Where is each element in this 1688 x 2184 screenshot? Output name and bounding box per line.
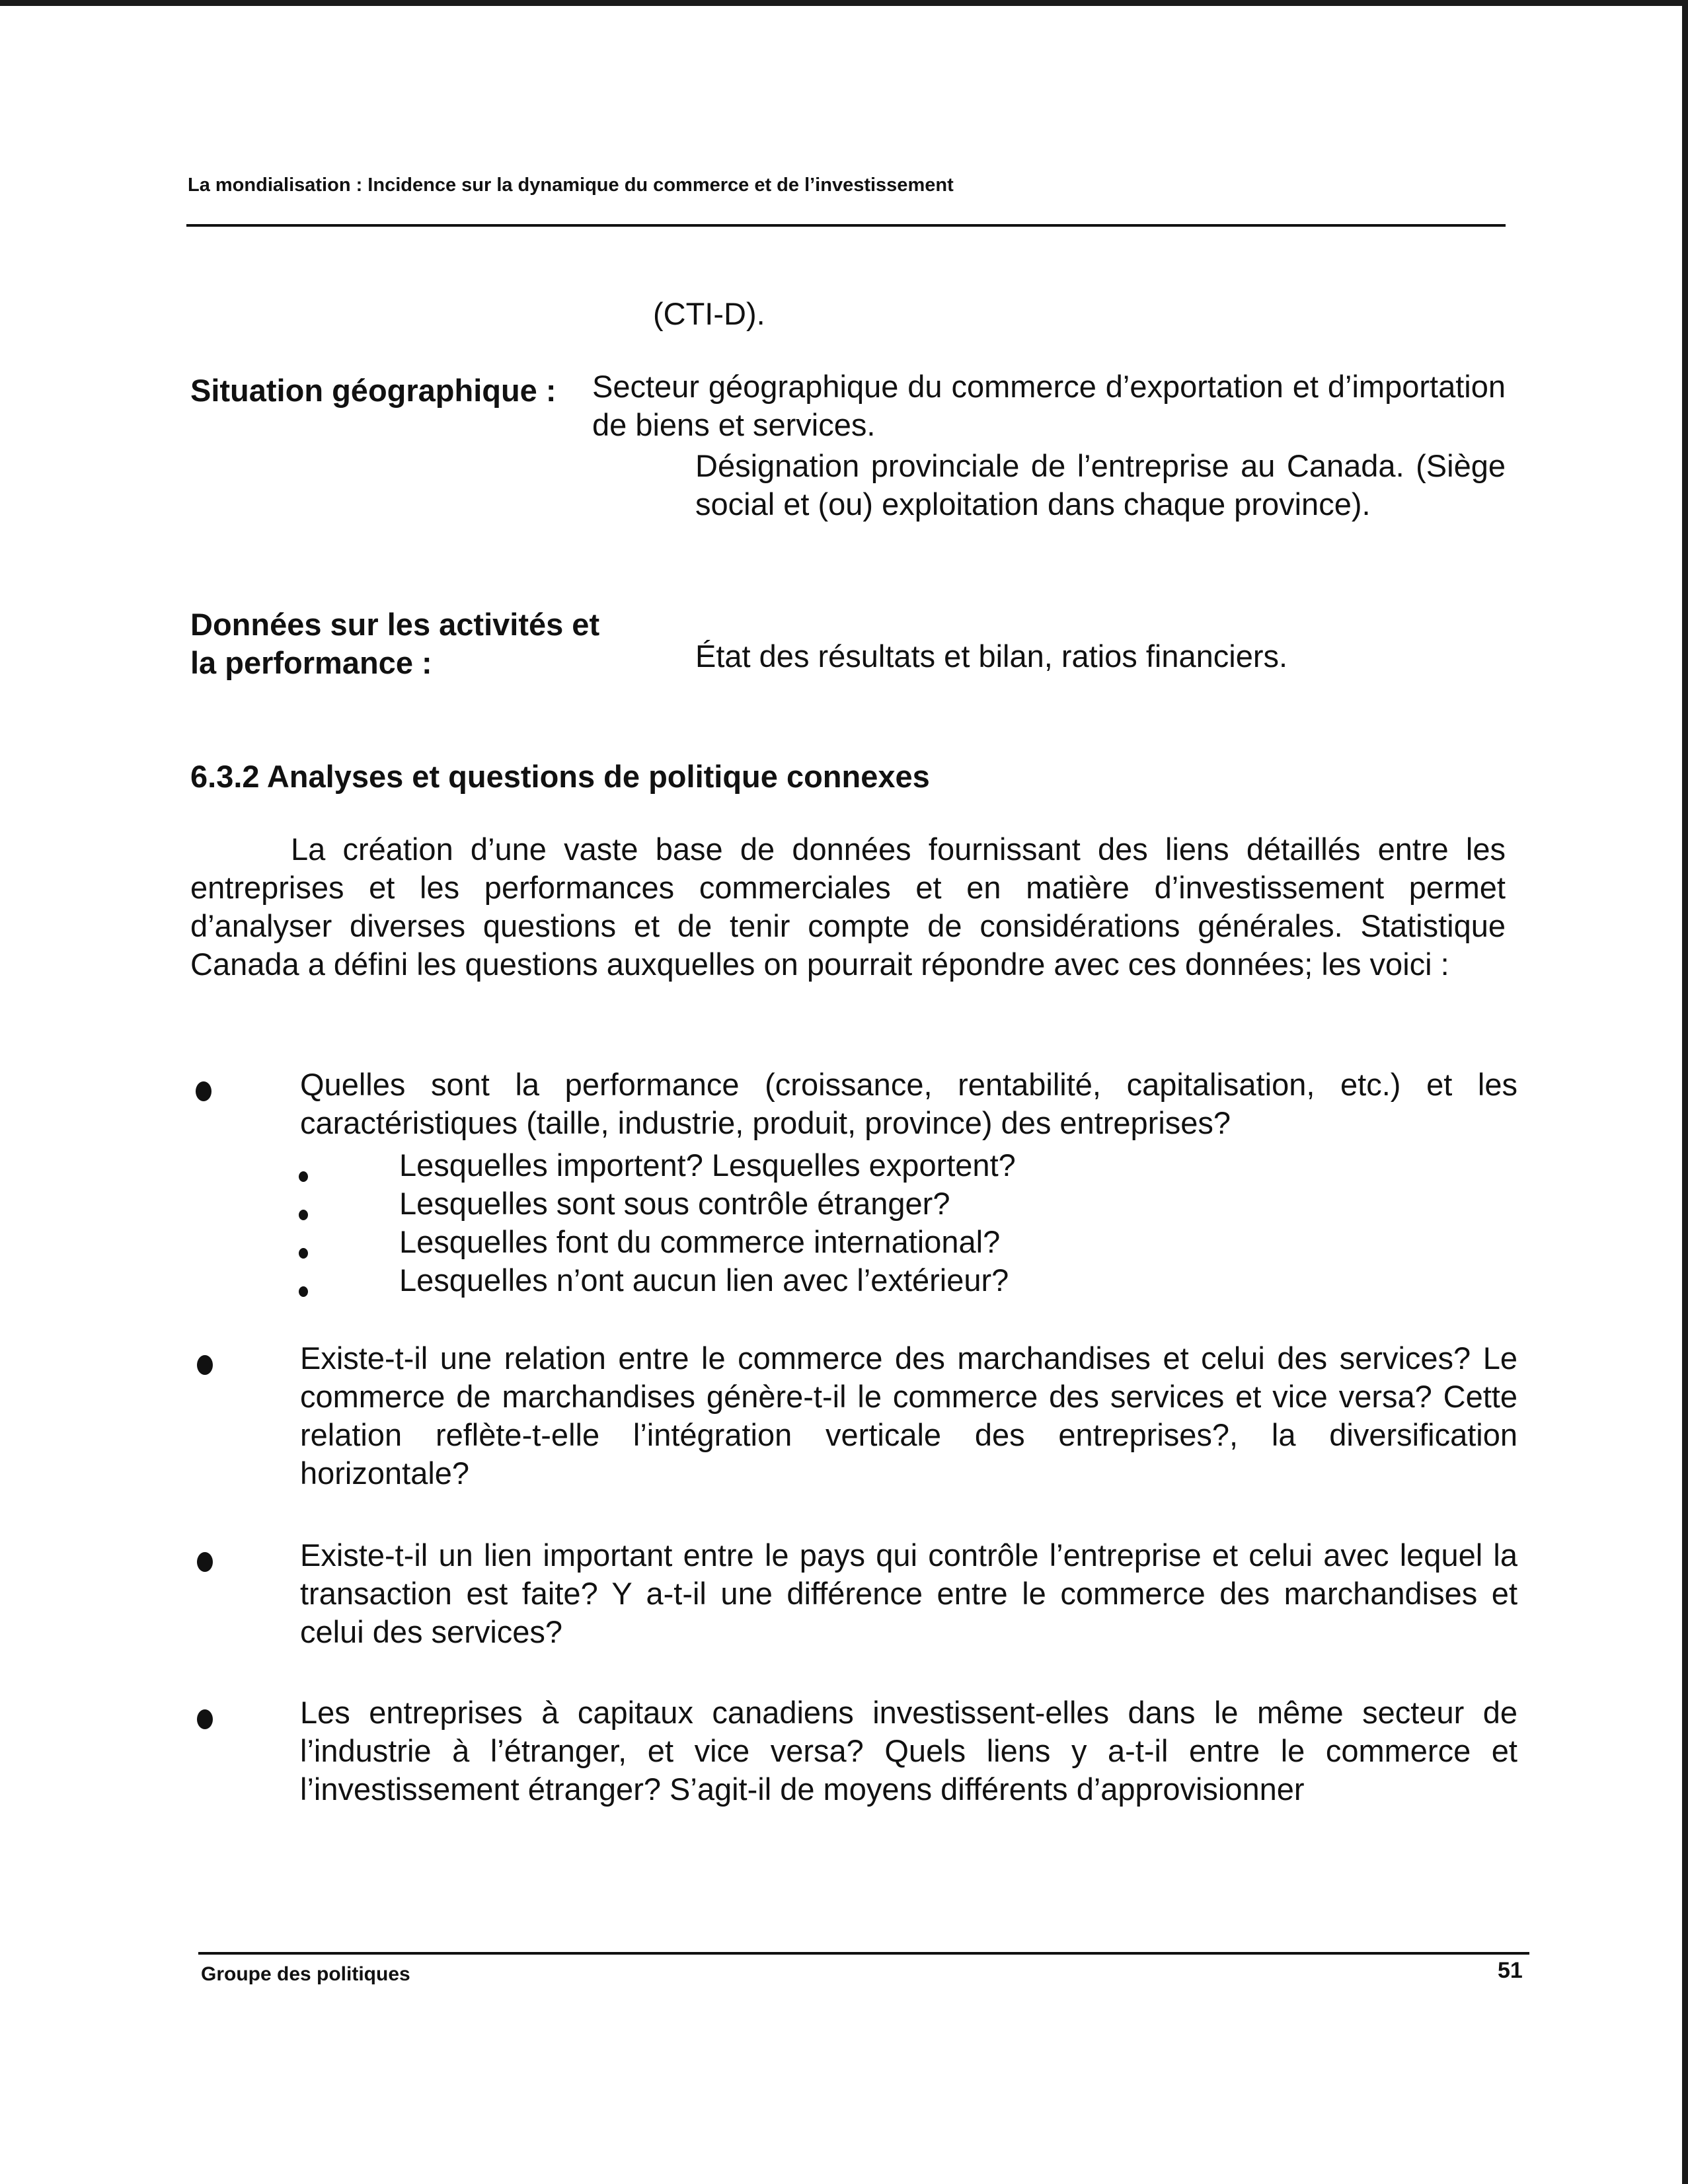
geo-label: Situation géographique : <box>190 373 556 408</box>
intro-paragraph: La création d’une vaste base de données fournissant des liens détaillés entre les entreprises et les performances commerciales et en matière d’investissement permet d’analyser diverses questions et de tenir compte de considérations générales. Statistique Canada a défini les questions auxquelles on pourrait répondre avec ces données; les voici : <box>190 832 1506 982</box>
scan-top-edge <box>0 0 1688 6</box>
running-header: La mondialisation : Incidence sur la dynamique du commerce et de l’investissement <box>188 175 954 196</box>
sub-bullet-icon <box>299 1286 308 1297</box>
section-heading: 6.3.2 Analyses et questions de politique connexes <box>190 759 930 794</box>
bullet-icon <box>197 1709 213 1729</box>
performance-text: État des résultats et bilan, ratios financiers. <box>695 639 1288 674</box>
bullet-item: Quelles sont la performance (croissance, rentabilité, capitalisation, etc.) et les caractéristiques (taille, industrie, produit, province) des entreprises? <box>300 1067 1517 1140</box>
bullet-item: Existe-t-il un lien important entre le pays qui contrôle l’entreprise et celui avec lequel la transaction est faite? Y a-t-il une différence entre le commerce des marchandises et celui des services? <box>300 1538 1517 1649</box>
bullet-item: Les entreprises à capitaux canadiens investissent-elles dans le même secteur de l’industrie à l’étranger, et vice versa? Quels liens y a-t-il entre le commerce et l’investissement étranger? S’agit-il de moyens différents d’approvisionner <box>300 1695 1517 1807</box>
bullet-icon <box>197 1552 213 1572</box>
sub-bullet-icon <box>299 1171 308 1182</box>
cti-line: (CTI-D). <box>653 296 765 331</box>
performance-label: Données sur les activités et la performance : <box>190 607 600 680</box>
sub-bullet-item: Lesquelles font du commerce international? <box>399 1224 1001 1259</box>
sub-bullet-icon <box>299 1248 308 1259</box>
bullet-icon <box>197 1355 213 1375</box>
sub-bullet-icon <box>299 1210 308 1220</box>
scan-right-edge <box>1682 0 1688 2184</box>
sub-bullet-item: Lesquelles sont sous contrôle étranger? <box>399 1186 950 1221</box>
geo-text: Secteur géographique du commerce d’exportation et d’importation de biens et services. <box>592 369 1506 442</box>
sub-bullet-item: Lesquelles importent? Lesquelles exportent? <box>399 1148 1016 1183</box>
header-rule <box>186 224 1506 227</box>
geo-province-text: Désignation provinciale de l’entreprise au Canada. (Siège social et (ou) exploitation dans chaque province). <box>695 448 1506 522</box>
bullet-item: Existe-t-il une relation entre le commerce des marchandises et celui des services? Le commerce de marchandises génère-t-il le commerce des services et vice versa? Cette relation reflète-t-elle l’intégration verticale des entreprises?, la diversification horizontale? <box>300 1341 1517 1491</box>
page-number: 51 <box>1498 1958 1523 1983</box>
footer-rule <box>198 1952 1529 1955</box>
sub-bullet-item: Lesquelles n’ont aucun lien avec l’extérieur? <box>399 1263 1009 1298</box>
footer-group: Groupe des politiques <box>201 1963 410 1985</box>
bullet-icon <box>196 1081 211 1101</box>
